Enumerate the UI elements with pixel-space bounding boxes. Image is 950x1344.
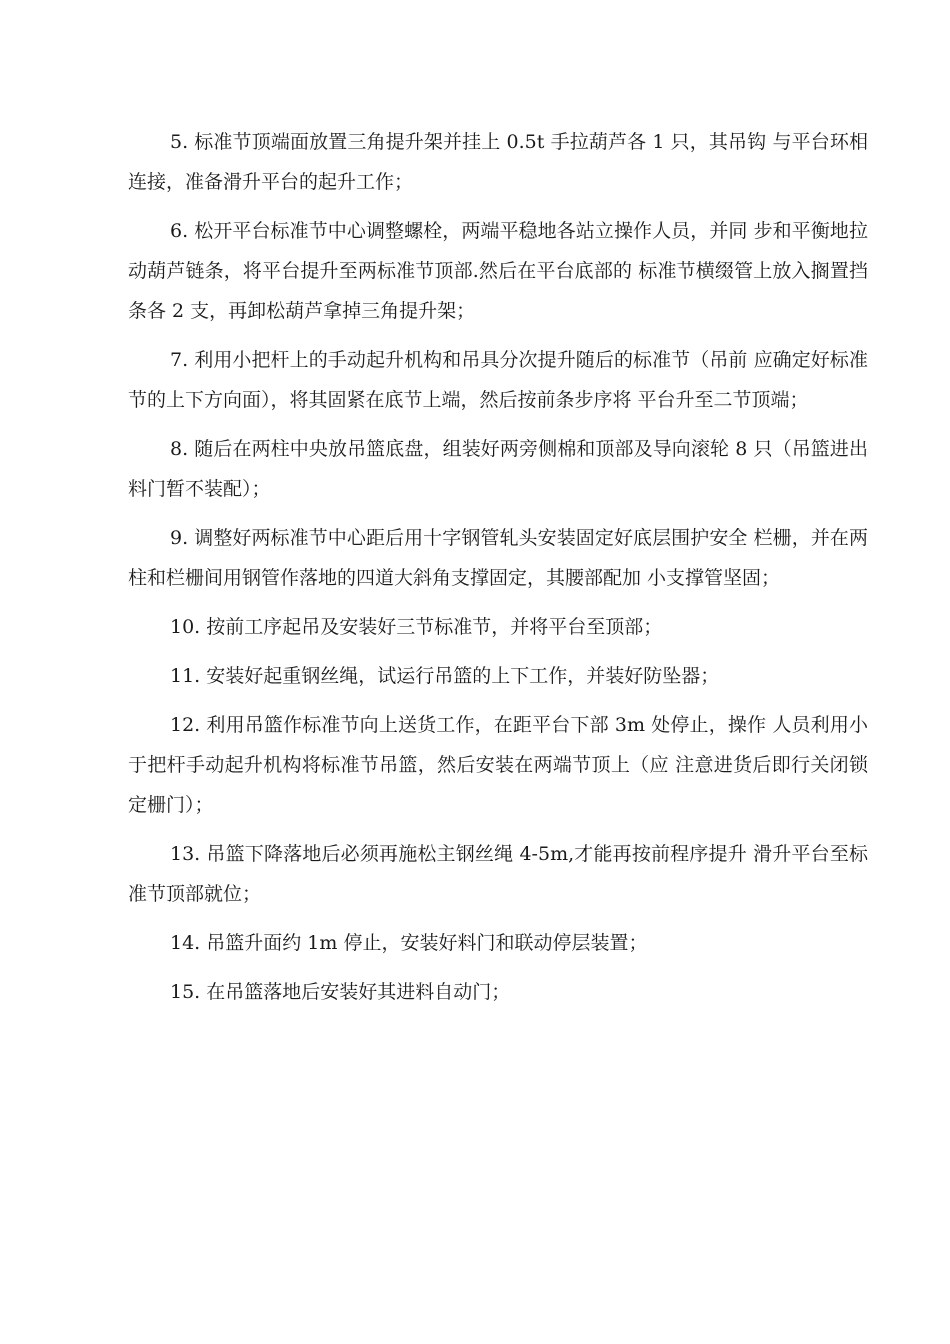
- list-item-7: 7. 利用小把杆上的手动起升机构和吊具分次提升随后的标准节（吊前 应确定好标准节的上下方向面），将其固紧在底节上端，然后按前条步序将 平台升至二节顶端；: [128, 349, 868, 411]
- list-item-6: 6. 松开平台标准节中心调整螺栓，两端平稳地各站立操作人员，并同 步和平衡地拉动葫芦链条，将平台提升至两标准节顶部.然后在平台底部的 标准节横缀管上放入搁置挡条各 2 支，再卸松葫芦拿掉三角提升架；: [128, 220, 868, 322]
- list-item-5: 5. 标准节顶端面放置三角提升架并挂上 0.5t 手拉葫芦各 1 只，其吊钩 与平台环相连接，准备滑升平台的起升工作；: [128, 131, 868, 193]
- list-item-10: 10. 按前工序起吊及安装好三节标准节，并将平台至顶部；: [170, 616, 663, 638]
- list-item-9: 9. 调整好两标准节中心距后用十字钢管轧头安装固定好底层围护安全 栏栅，并在两柱和栏栅间用钢管作落地的四道大斜角支撑固定，其腰部配加 小支撑管坚固；: [128, 527, 868, 589]
- list-item-11: 11. 安装好起重钢丝绳，试运行吊篮的上下工作，并装好防坠器；: [170, 665, 720, 687]
- list-item-15: 15. 在吊篮落地后安装好其进料自动门；: [170, 981, 511, 1003]
- list-item-14: 14. 吊篮升面约 1m 停止，安装好料门和联动停层装置；: [170, 932, 648, 954]
- list-item-8: 8. 随后在两柱中央放吊篮底盘，组装好两旁侧棉和顶部及导向滚轮 8 只（吊篮进出料门暂不装配）；: [128, 438, 868, 500]
- document-body: [128, 122, 868, 1021]
- list-item-12: 12. 利用吊篮作标准节向上送货工作，在距平台下部 3m 处停止，操作 人员利用小于把杆手动起升机构将标准节吊篮，然后安装在两端节顶上（应 注意进货后即行关闭锁定栅门）；: [128, 714, 868, 816]
- list-item-13: 13. 吊篮下降落地后必须再施松主钢丝绳 4-5m,才能再按前程序提升 滑升平台至标准节顶部就位；: [128, 843, 868, 905]
